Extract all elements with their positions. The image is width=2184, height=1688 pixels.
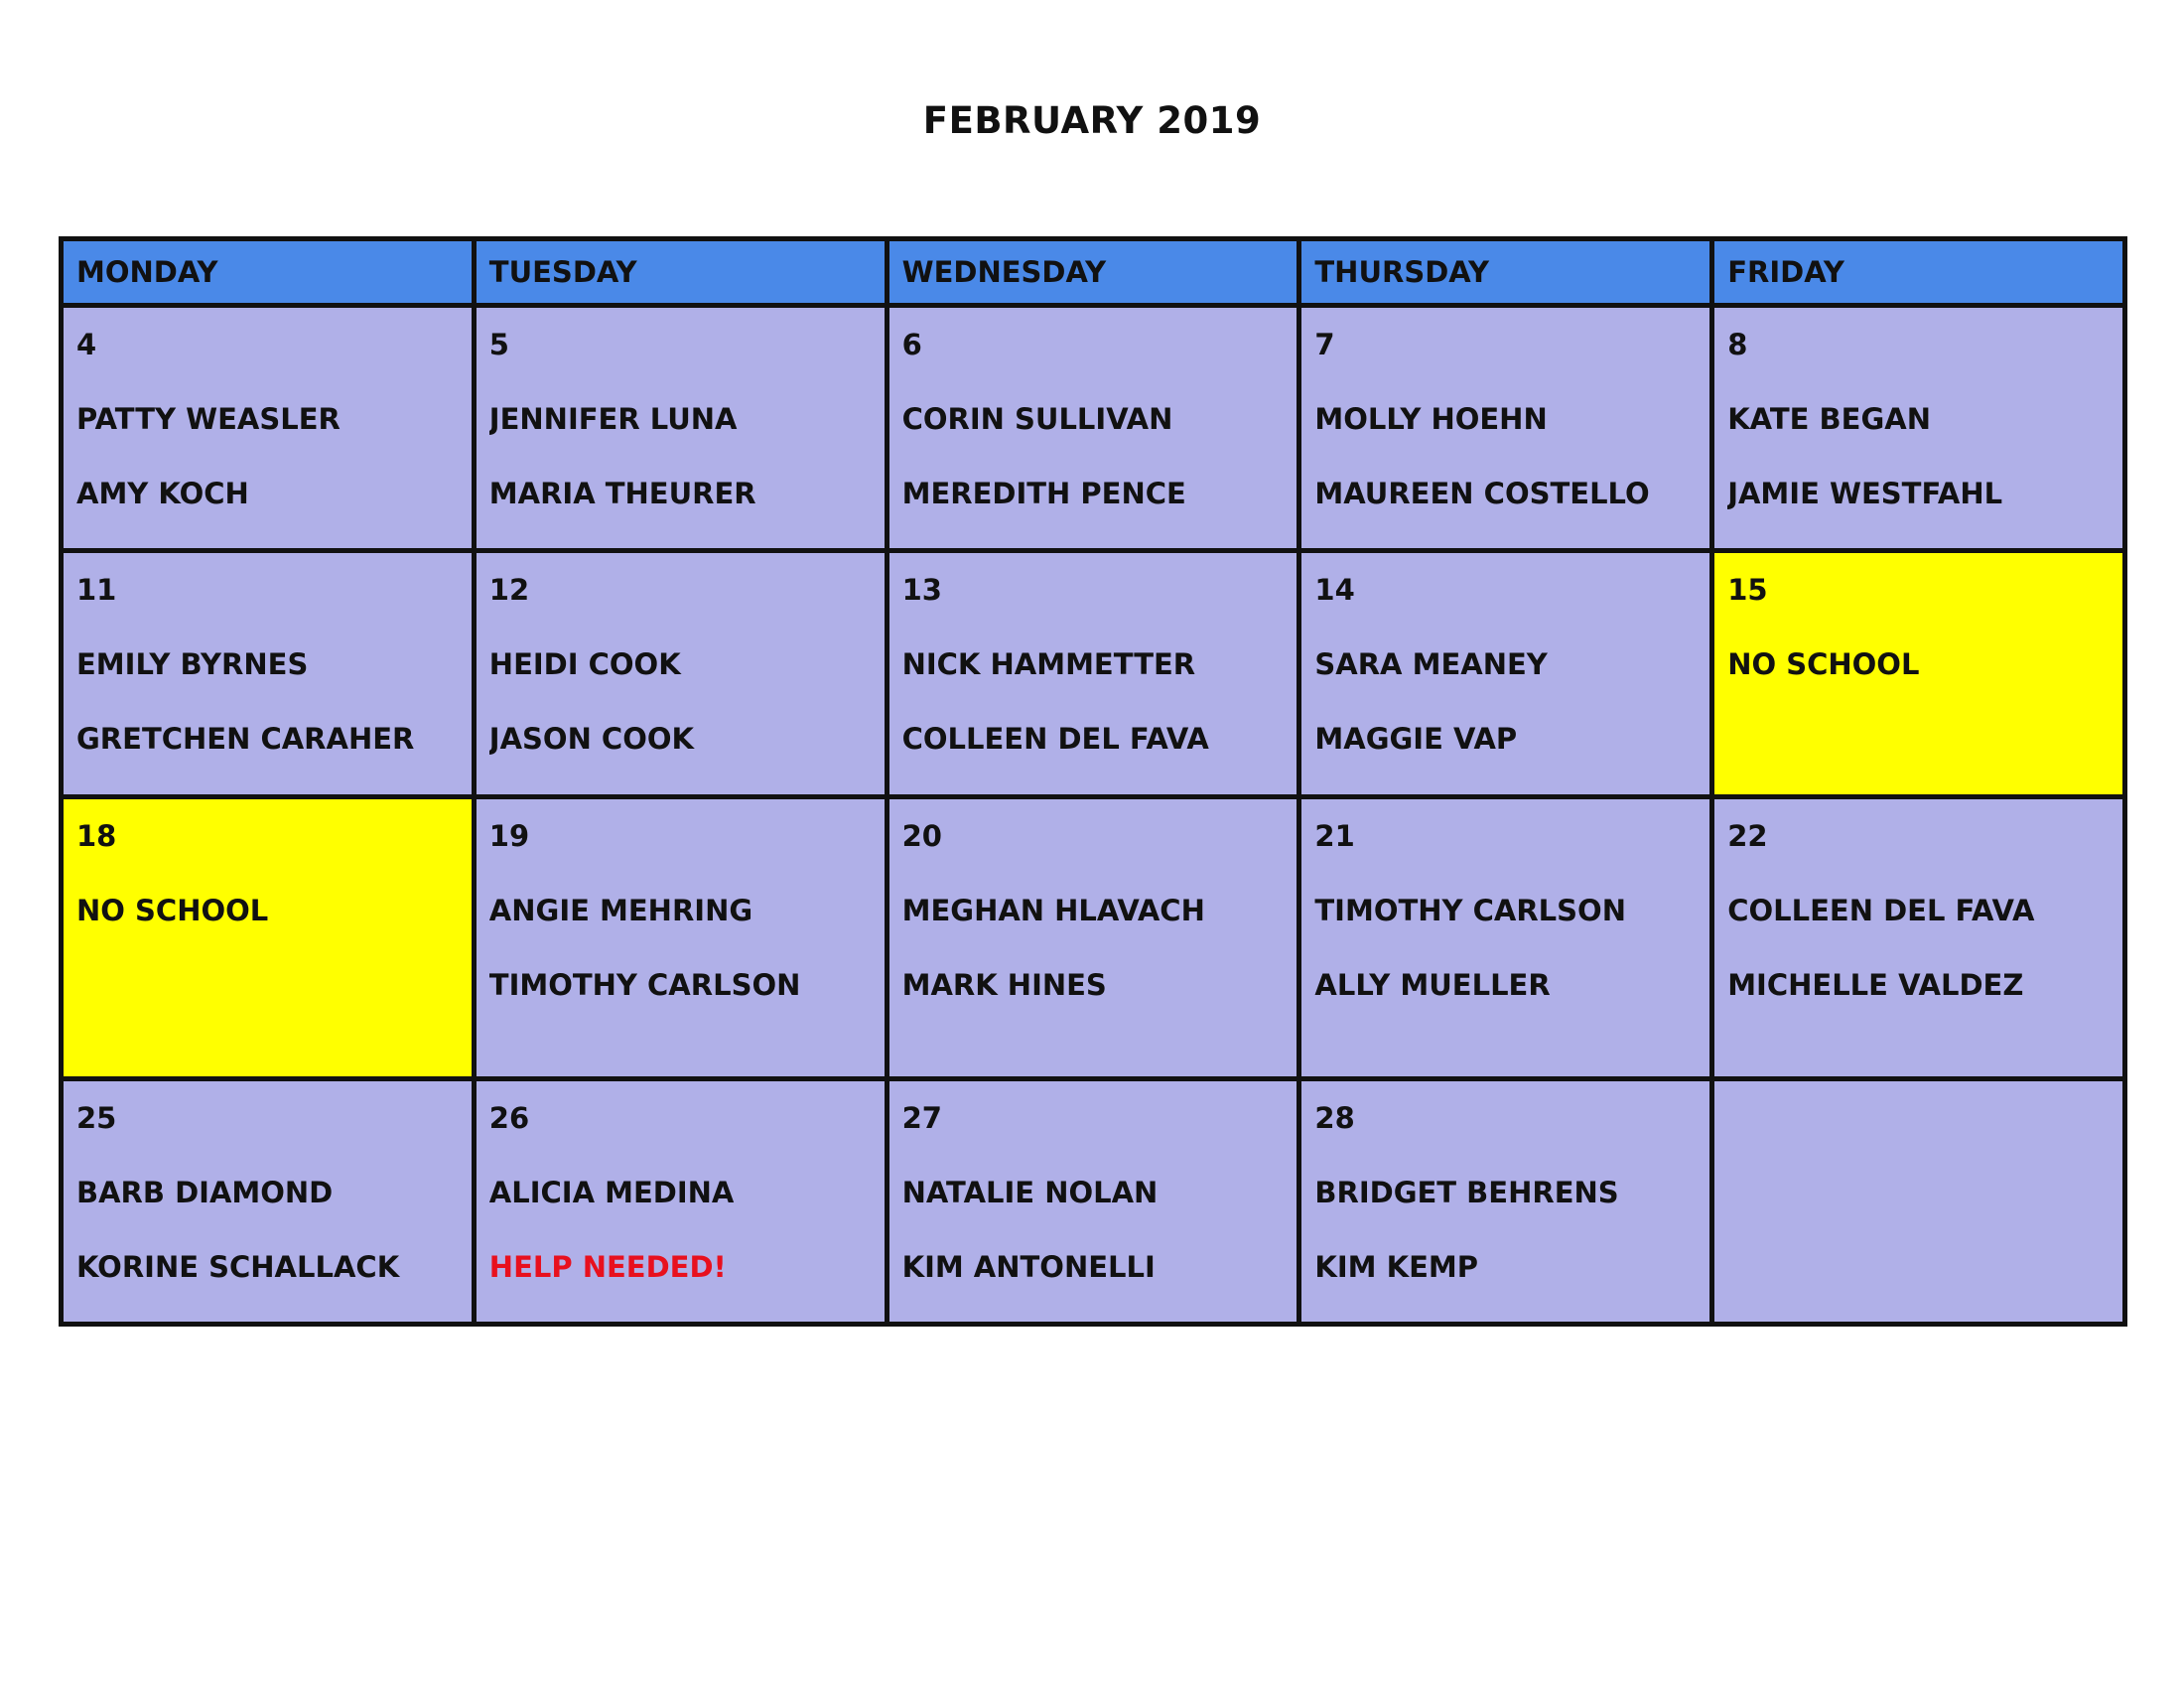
day-header-thursday: THURSDAY xyxy=(1299,239,1712,306)
day-cell xyxy=(1299,306,1712,551)
date-number: 14 xyxy=(1314,573,1355,608)
day-cell xyxy=(887,551,1299,796)
volunteer-name: GRETCHEN CARAHER xyxy=(76,722,415,757)
volunteer-name: TIMOTHY CARLSON xyxy=(488,967,801,1002)
day-cell xyxy=(1299,1078,1712,1324)
volunteer-name: PATTY WEASLER xyxy=(76,402,341,436)
date-number: 12 xyxy=(488,573,530,608)
no-school-cell xyxy=(1712,551,2125,796)
date-number: 15 xyxy=(1727,573,1768,608)
volunteer-name: MARK HINES xyxy=(901,967,1107,1002)
day-cell xyxy=(1299,551,1712,796)
volunteer-name: MEGHAN HLAVACH xyxy=(901,893,1205,927)
volunteer-name: ANGIE MEHRING xyxy=(488,893,753,927)
day-cell xyxy=(62,551,475,796)
date-number: 18 xyxy=(76,818,117,853)
date-number: 27 xyxy=(901,1100,942,1135)
volunteer-name: KIM KEMP xyxy=(1314,1249,1479,1284)
week-row xyxy=(62,306,2125,551)
volunteer-name: MAGGIE VAP xyxy=(1314,722,1518,757)
date-number: 28 xyxy=(1314,1100,1355,1135)
volunteer-name: HEIDI COOK xyxy=(488,647,681,682)
day-cell xyxy=(474,306,887,551)
volunteer-name: JASON COOK xyxy=(488,722,694,757)
date-number: 4 xyxy=(76,328,97,361)
empty-line xyxy=(1727,1156,2110,1230)
week-row xyxy=(62,551,2125,796)
empty-line xyxy=(1727,702,2110,776)
day-cell xyxy=(1712,796,2125,1078)
day-cell xyxy=(474,551,887,796)
volunteer-name: NATALIE NOLAN xyxy=(901,1175,1159,1209)
empty-day-cell xyxy=(1712,1078,2125,1324)
date-number: 26 xyxy=(488,1100,530,1135)
volunteer-name: COLLEEN DEL FAVA xyxy=(1727,893,2035,927)
day-cell xyxy=(474,1078,887,1324)
day-cell xyxy=(1299,796,1712,1078)
volunteer-name: MAUREEN COSTELLO xyxy=(1314,477,1650,510)
date-number: 22 xyxy=(1727,818,1768,853)
day-cell xyxy=(887,1078,1299,1324)
day-cell xyxy=(887,796,1299,1078)
volunteer-name: JAMIE WESTFAHL xyxy=(1727,477,2003,510)
date-number xyxy=(1727,1081,2110,1156)
page-title: FEBRUARY 2019 xyxy=(922,99,1262,142)
date-number: 21 xyxy=(1314,818,1355,853)
volunteer-name: AMY KOCH xyxy=(76,477,249,510)
no-school-label: NO SCHOOL xyxy=(1727,647,1920,682)
volunteer-name: KORINE SCHALLACK xyxy=(76,1249,400,1284)
volunteer-name: MICHELLE VALDEZ xyxy=(1727,967,2024,1002)
day-header-friday: FRIDAY xyxy=(1712,239,2125,306)
day-header-monday: MONDAY xyxy=(62,239,475,306)
day-header-tuesday: TUESDAY xyxy=(474,239,887,306)
day-cell xyxy=(1712,306,2125,551)
volunteer-name: SARA MEANEY xyxy=(1314,647,1548,682)
empty-line xyxy=(1727,1230,2110,1305)
no-school-label: NO SCHOOL xyxy=(76,893,269,927)
date-number: 11 xyxy=(76,573,117,608)
date-number: 7 xyxy=(1314,328,1335,361)
day-cell xyxy=(474,796,887,1078)
volunteer-name: COLLEEN DEL FAVA xyxy=(901,722,1209,757)
calendar-grid xyxy=(59,236,2127,1327)
volunteer-name: BRIDGET BEHRENS xyxy=(1314,1175,1619,1209)
volunteer-name: MOLLY HOEHN xyxy=(1314,402,1548,436)
week-row xyxy=(62,796,2125,1078)
volunteer-name: TIMOTHY CARLSON xyxy=(1314,893,1626,927)
date-number: 13 xyxy=(901,573,942,608)
no-school-cell xyxy=(62,796,475,1078)
date-number: 20 xyxy=(901,818,942,853)
date-number: 8 xyxy=(1727,328,1748,361)
volunteer-name: CORIN SULLIVAN xyxy=(901,402,1173,436)
volunteer-name: ALICIA MEDINA xyxy=(488,1175,735,1209)
volunteer-name: KATE BEGAN xyxy=(1727,402,1931,436)
date-number: 25 xyxy=(76,1100,117,1135)
volunteer-name: JENNIFER LUNA xyxy=(488,402,738,436)
date-number: 19 xyxy=(488,818,530,853)
volunteer-name: MEREDITH PENCE xyxy=(901,477,1186,510)
volunteer-name: MARIA THEURER xyxy=(488,477,756,510)
volunteer-name: EMILY BYRNES xyxy=(76,647,309,682)
day-cell xyxy=(62,1078,475,1324)
volunteer-name: BARB DIAMOND xyxy=(76,1175,334,1209)
empty-line xyxy=(76,948,459,1023)
date-number: 5 xyxy=(488,328,509,361)
help-needed-label: HELP NEEDED! xyxy=(488,1249,727,1284)
week-row xyxy=(62,1078,2125,1324)
day-header-wednesday: WEDNESDAY xyxy=(887,239,1299,306)
day-cell xyxy=(62,306,475,551)
volunteer-name: NICK HAMMETTER xyxy=(901,647,1196,682)
date-number: 6 xyxy=(901,328,922,361)
volunteer-name: KIM ANTONELLI xyxy=(901,1249,1156,1284)
weekday-header-row xyxy=(62,239,2125,306)
day-cell xyxy=(887,306,1299,551)
volunteer-name: ALLY MUELLER xyxy=(1314,967,1551,1002)
